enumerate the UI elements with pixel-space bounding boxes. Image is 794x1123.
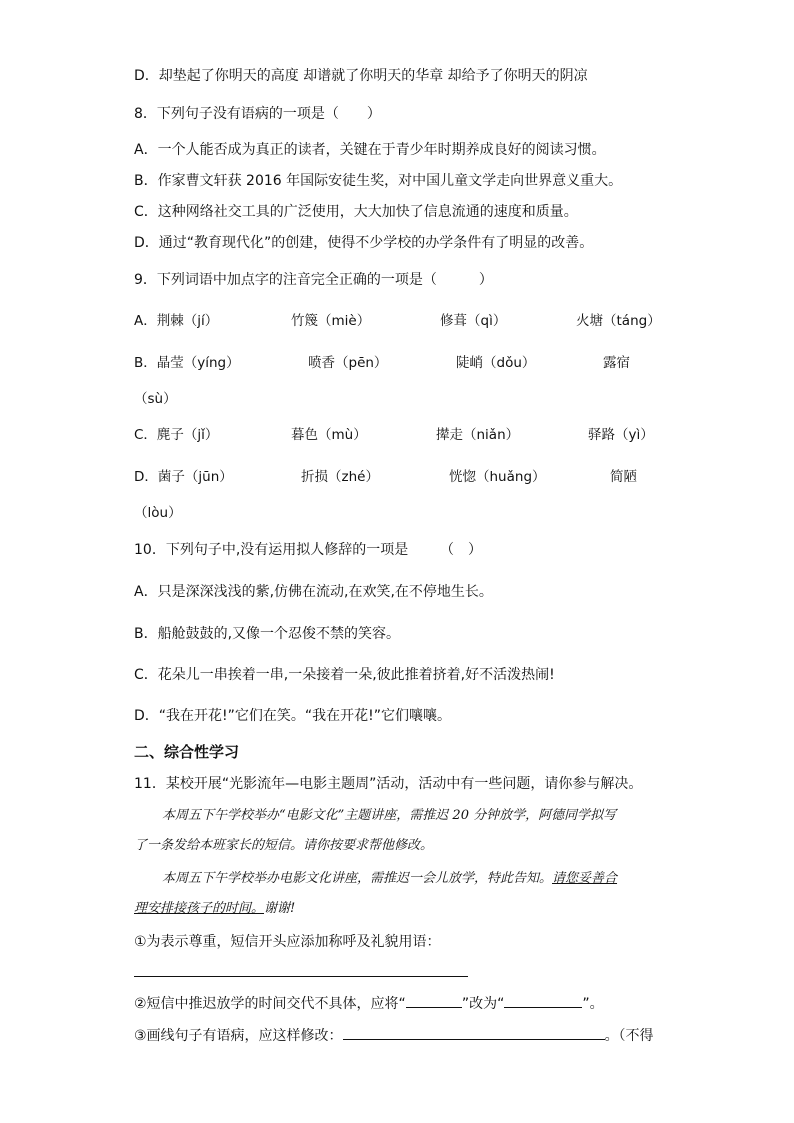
q11-sub2-text-c: ”。 <box>582 996 604 1012</box>
q10-option-c: C．花朵儿一串挨着一串,一朵接着一朵,彼此推着挤着,好不活泼热闹! <box>134 667 555 683</box>
q11-sub2-blank-1[interactable] <box>406 993 462 1008</box>
q7-option-d: D．却垫起了你明天的高度 却谱就了你明天的华章 却给予了你明天的阴凉 <box>134 68 588 84</box>
q9-c-4: 驿路（yì） <box>588 427 654 443</box>
q11-sub2-text-b: ”改为“ <box>461 996 505 1012</box>
q10-paren: （ ） <box>440 542 482 558</box>
q11-sub1-answer-blank[interactable] <box>134 976 468 977</box>
q11-message-line2 <box>134 900 295 918</box>
q9-c-3: 撵走（niǎn） <box>436 427 520 443</box>
q10-option-b: B．船舱鼓鼓的,又像一个忍俊不禁的笑容。 <box>134 626 401 642</box>
q9-b-4: 露宿 <box>603 355 630 371</box>
q8-option-a: A．一个人能否成为真正的读者，关键在于青少年时期养成良好的阅读习惯。 <box>134 142 606 158</box>
q8-option-c: C．这种网络社交工具的广泛使用，大大加快了信息流通的速度和质量。 <box>134 204 578 220</box>
q10-option-d: D．“我在开花!”它们在笑。“我在开花!”它们嚷嚷。 <box>134 708 452 724</box>
q11-sub2-text-a: ②短信中推迟放学的时间交代不具体，应将“ <box>134 996 406 1012</box>
q9-d-3: 恍惚（huǎng） <box>449 469 546 485</box>
q9-c-1: C．麂子（jǐ） <box>134 427 219 443</box>
q8-option-d: D．通过“教育现代化”的创建，使得不少学校的办学条件有了明显的改善。 <box>134 235 594 251</box>
q11-sub3-text-a: ③画线句子有语病，应这样修改： <box>134 1028 343 1044</box>
q9-d-4: 简陋 <box>610 469 637 485</box>
q9-a-4: 火塘（táng） <box>576 313 661 329</box>
q11-sub3-blank[interactable] <box>343 1025 605 1040</box>
q11-stem: 11．某校开展“光影流年—电影主题周”活动，活动中有一些问题，请你参与解决。 <box>134 776 643 792</box>
q9-a-3: 修葺（qì） <box>440 313 507 329</box>
q10-option-a: A．只是深深浅浅的紫,仿佛在流动,在欢笑,在不停地生长。 <box>134 584 493 600</box>
q9-d-wrap: （lòu） <box>134 505 182 521</box>
q9-d-2: 折损（zhé） <box>301 469 379 485</box>
q11-underlined-sentence-part1: 请您妥善合 <box>552 871 618 886</box>
q11-sub2-blank-2[interactable] <box>504 993 582 1008</box>
q11-sub1: ①为表示尊重，短信开头应添加称呼及礼貌用语： <box>134 934 441 950</box>
q11-sub3-text-b: 。（不得 <box>604 1028 654 1044</box>
q11-sub3 <box>134 1025 654 1045</box>
q11-underlined-sentence-part2: 理安排接孩子的时间。 <box>134 901 265 916</box>
q9-b-3: 陡峭（dǒu） <box>456 355 536 371</box>
q9-c-2: 暮色（mù） <box>291 427 367 443</box>
q9-b-1: B．晶莹（yíng） <box>134 355 240 371</box>
q9-stem: 9．下列词语中加点字的注音完全正确的一项是（ ） <box>134 272 493 288</box>
q8-stem: 8．下列句子没有语病的一项是（ ） <box>134 106 381 122</box>
q9-b-2: 喷香（pēn） <box>308 355 388 371</box>
q11-sub2 <box>134 993 604 1013</box>
q10-stem: 10．下列句子中,没有运用拟人修辞的一项是 <box>134 542 409 558</box>
section-title: 二、综合性学习 <box>134 743 240 761</box>
q11-intro-line2: 了一条发给本班家长的短信。请你按要求帮他修改。 <box>134 838 434 853</box>
q11-message-thanks: 谢谢! <box>264 901 296 916</box>
q9-a-2: 竹篾（miè） <box>291 313 371 329</box>
q11-message-text: 本周五下午学校举办电影文化讲座，需推迟一会儿放学，特此告知。 <box>162 871 553 886</box>
q9-a-1: A．荆棘（jí） <box>134 313 219 329</box>
q8-option-b: B．作家曹文轩获 2016 年国际安徒生奖，对中国儿童文学走向世界意义重大。 <box>134 173 623 189</box>
q9-d-1: D．菌子（jūn） <box>134 469 233 485</box>
q11-message-line1 <box>162 870 617 888</box>
q11-intro-line1: 本周五下午学校举办“电影文化”主题讲座，需推迟 20 分钟放学，阿德同学拟写 <box>162 808 617 823</box>
q9-b-wrap: （sù） <box>134 391 177 407</box>
